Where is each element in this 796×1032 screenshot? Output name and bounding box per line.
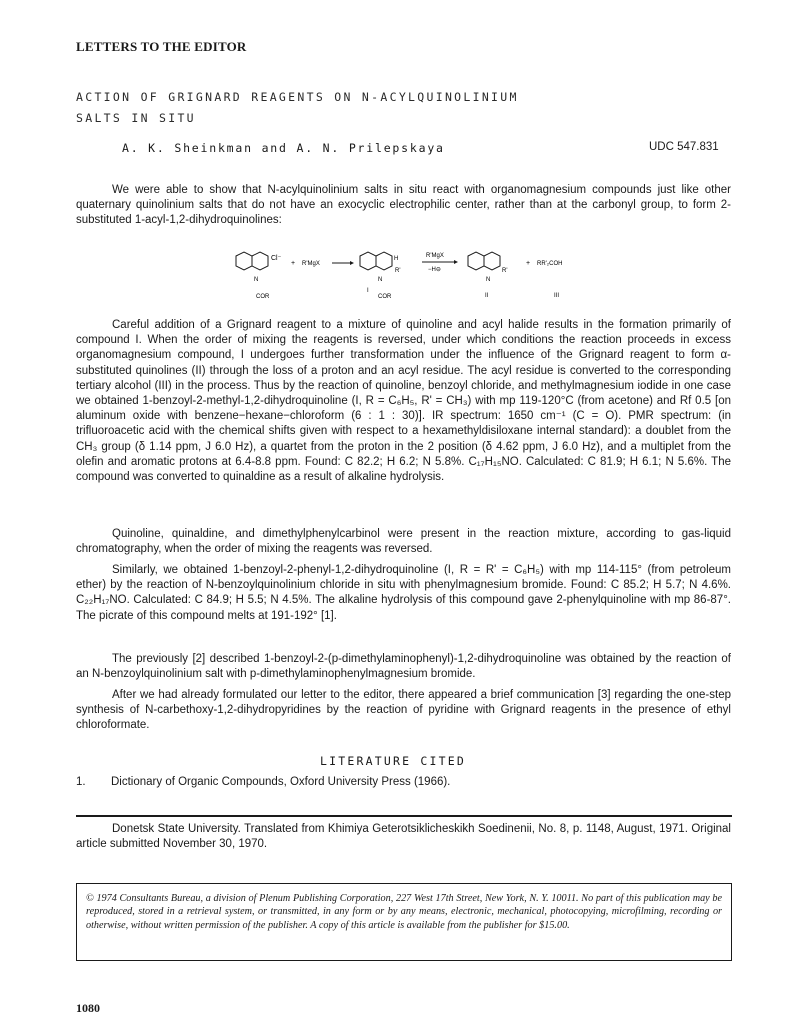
hydrogen-label: H	[394, 256, 399, 262]
cor-label-2: COR	[378, 294, 392, 300]
article-title-line-2: SALTS IN SITU	[76, 111, 196, 125]
grignard-reagent: R'MgX	[302, 261, 320, 267]
condition-reagent: R'MgX	[426, 253, 444, 259]
phenyl-derivative-paragraph: Similarly, we obtained 1-benzoyl-2-phenyl-1,2-dihydroquinoline (I, R = R' = C₆H₅) with mp 114-115° (from petroleum ether) by the reaction of N-benzoylquinolinium chloride in situ with phenylmagnesium bromide. Found: C 85.2; H 5.7; N 4.6%. C₂₂H₁₇NO. Calculated: C 84.9; H 5.5; N 4.5%. The alkaline hydrolysis of this compound gave 2-phenylquinoline with mp 86-87°. The picrate of this compound melts at 191-192° [1].	[76, 564, 731, 622]
r-prime-label-2: R'	[502, 268, 508, 274]
udc-code: UDC 547.831	[649, 141, 719, 153]
arrow-head-1	[350, 261, 354, 265]
quinolinium-structure-i-reactant	[236, 252, 268, 270]
chromatography-paragraph: Quinoline, quinaldine, and dimethylphenylcarbinol were present in the reaction mixture, according to gas-liquid chromatography, when the order of mixing the reagents was reversed.	[76, 528, 731, 556]
compound-label-ii: II	[485, 293, 489, 299]
r-prime-label-1: R'	[395, 268, 401, 274]
nitrogen-label: N	[254, 277, 259, 283]
plus-sign-1: +	[291, 260, 296, 267]
nitrogen-label-2: N	[378, 277, 383, 283]
closing-paragraph: After we had already formulated our letter to the editor, there appeared a brief communication [3] regarding the one-step synthesis of N-carbethoxy-1,2-dihydropyridines by the reaction of pyridine with Grignard reagents in the presence of ethyl chloroformate.	[76, 689, 731, 732]
compound-label-i: I	[367, 288, 369, 294]
arrow-head-2	[454, 260, 458, 264]
condition-proton-loss: −H⊖	[428, 267, 441, 273]
nitrogen-label-3: N	[486, 277, 491, 283]
quinoline-structure-ii	[468, 252, 500, 270]
article-title-line-1: ACTION OF GRIGNARD REAGENTS ON N-ACYLQUINOLINIUM	[76, 90, 519, 104]
copyright-notice: © 1974 Consultants Bureau, a division of Plenum Publishing Corporation, 227 West 17th Street, New York, N. Y. 10011. No part of this publication may be reproduced, stored in a retrieval system, or transmitted, in any form or by any means, electronic, mechanical, photocopying, microfilming, recording or otherwise, without written permission of the publisher. A copy of this article is available from the publisher for $15.00.	[86, 893, 722, 931]
chloride-label: Cl⁻	[271, 255, 282, 262]
affiliation-note: Donetsk State University. Translated from Khimiya Geterotsiklicheskikh Soedinenii, No. 8, p. 1148, August, 1971. Original article submitted November 30, 1970.	[76, 823, 731, 851]
reference-number: 1.	[76, 776, 86, 788]
results-paragraph: Careful addition of a Grignard reagent to a mixture of quinoline and acyl halide results in the formation primarily of compound I. When the order of mixing the reagents is reversed, under which conditions the reaction proceeds in excess organomagnesium compound, I undergoes further transformation under the influence of the Grignard reagent to form α-substituted quinolines (II) through the loss of a proton and an acyl residue. The acyl residue is converted to the corresponding tertiary alcohol (III) in the process. Thus by the reaction of quinoline, benzoyl chloride, and methylmagnesium iodide in one case we obtained 1-benzoyl-2-methyl-1,2-dihydroquinoline (I, R = C₆H₅, R' = CH₃) with mp 119-120°C (from acetone) and Rf 0.5 [on aluminum oxide with benzene−hexane−chloroform (6 : 1 : 30)]. IR spectrum: 1650 cm⁻¹ (C = O). PMR spectrum: (in trifluoroacetic acid with the chemical shifts given with respect to a hexamethyldisiloxane internal standard): a doublet from the CH₃ group (δ 1.14 ppm, J 6.0 Hz), a quartet from the proton in the 2 position (δ 4.62 ppm, J 6.0 Hz), and a multiplet from the olefin and aromatic protons at 6.4-8.8 ppm. Found: C 82.2; H 6.2; N 5.8%. C₁₇H₁₅NO. Calculated: C 81.9; H 6.1; N 5.6%. The compound was converted to quinaldine as a result of alkaline hydrolysis.	[76, 319, 731, 484]
compound-label-iii: III	[554, 293, 560, 299]
copyright-box	[76, 883, 732, 961]
plus-sign-2: +	[526, 260, 531, 267]
cor-label-1: COR	[256, 294, 270, 300]
dihydroquinoline-structure-i	[360, 252, 392, 270]
intro-paragraph: We were able to show that N-acylquinolinium salts in situ react with organomagnesium compounds just like other quaternary quinolinium salts that do not have an exocyclic electrophilic center, rather than at the carbonyl group, to form 2-substituted 1-acyl-1,2-dihydroquinolines:	[76, 184, 731, 227]
section-header: LETTERS TO THE EDITOR	[76, 39, 247, 54]
tertiary-alcohol: RR'₂COH	[537, 261, 563, 267]
reference-text: Dictionary of Organic Compounds, Oxford University Press (1966).	[111, 776, 451, 788]
authors: A. K. Sheinkman and A. N. Prilepskaya	[122, 141, 445, 155]
reaction-scheme	[226, 248, 596, 304]
dimethylamino-paragraph: The previously [2] described 1-benzoyl-2-(p-dimethylaminophenyl)-1,2-dihydroquinoline was obtained by the reaction of an N-benzoylquinolinium salt with p-dimethylaminophenylmagnesium bromide.	[76, 653, 731, 681]
page-number: 1080	[76, 1001, 100, 1015]
footnote-divider	[76, 815, 732, 817]
literature-cited-heading: LITERATURE CITED	[320, 754, 466, 768]
